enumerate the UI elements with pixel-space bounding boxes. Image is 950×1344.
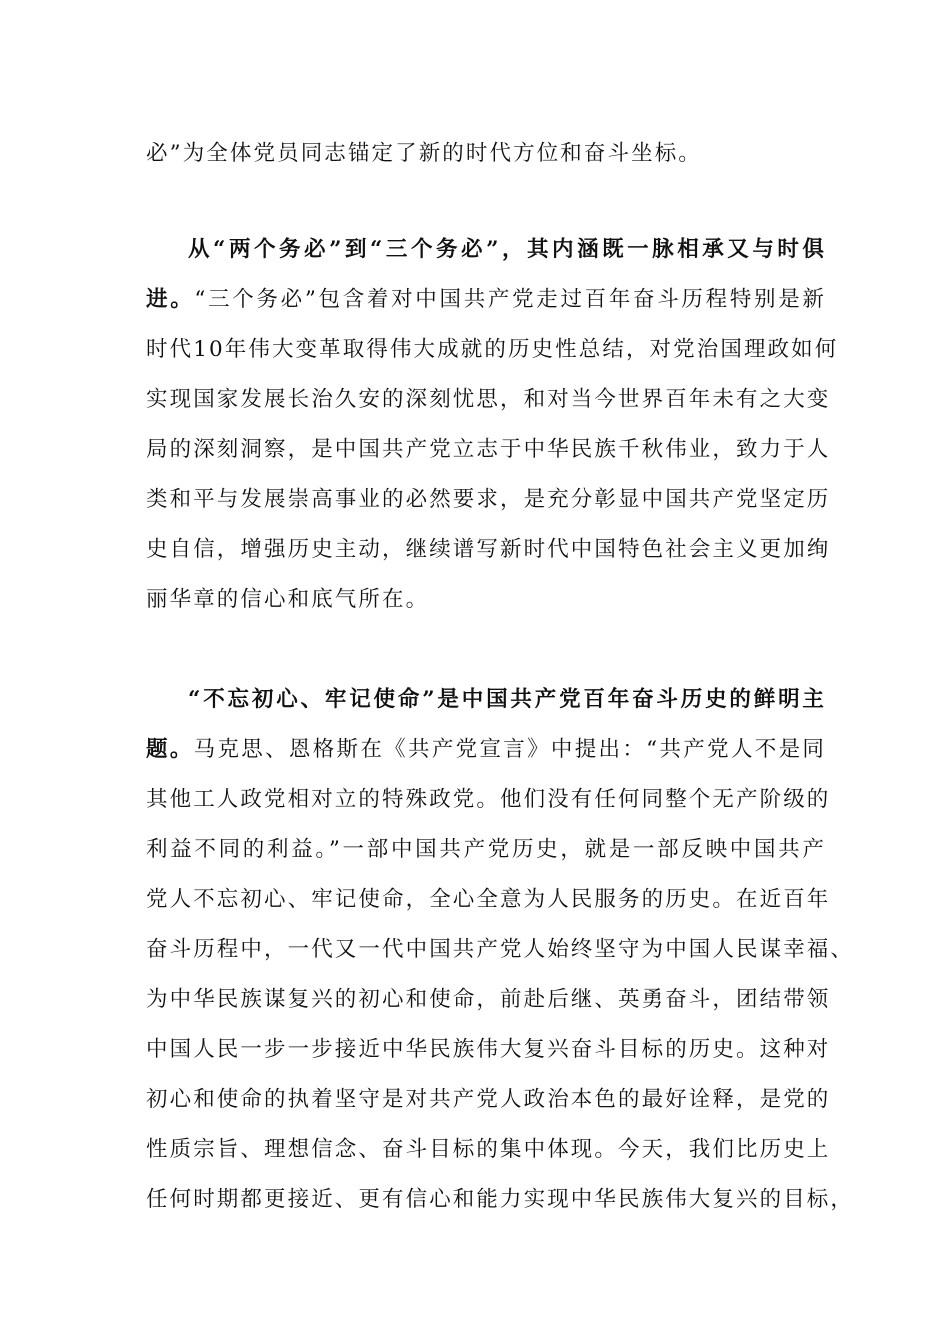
paragraph-3-line-8: 中国人民一步一步接近中华民族伟大复兴奋斗目标的历史。这种对 [146,1037,831,1062]
paragraph-3-line-3: 其他工人政党相对立的特殊政党。他们没有任何同整个无产阶级的 [146,787,831,812]
paragraph-2-line-5: 局的深刻洞察，是中国共产党立志于中华民族千秋伟业，致力于人 [146,437,831,462]
paragraph-2-line-1 [188,235,826,265]
paragraph-3-line-11: 任何时期都更接近、更有信心和能力实现中华民族伟大复兴的目标， [146,1187,855,1212]
paragraph-2-line-6: 类和平与发展崇高事业的必然要求，是充分彰显中国共产党坚定历 [146,487,831,512]
paragraph-2-line-8: 丽华章的信心和底气所在。 [146,587,430,612]
paragraph-2-line-3: 时代10年伟大变革取得伟大成就的历史性总结，对党治国理政如何 [146,337,839,362]
paragraph-2-line-4: 实现国家发展长治久安的深刻忧思，和对当今世界百年未有之大变 [146,387,831,412]
paragraph-3-line-7: 为中华民族谋复兴的初心和使命，前赴后继、英勇奋斗，团结带领 [146,987,831,1012]
paragraph-3-line-4: 利益不同的利益。”一部中国共产党历史，就是一部反映中国共产 [146,837,826,862]
paragraph-3-line-6: 奋斗历程中，一代又一代中国共产党人始终坚守为中国人民谋幸福、 [146,937,855,962]
paragraph-2-heading: 从“两个务必”到“三个务必”，其内涵既一脉相承又与时俱 [188,237,826,262]
paragraph-3-line-5: 党人不忘初心、牢记使命，全心全意为人民服务的历史。在近百年 [146,887,831,912]
paragraph-2-line-2: 进。“三个务必”包含着对中国共产党走过百年奋斗历程特别是新 [146,287,826,312]
paragraph-3-line-10: 性质宗旨、理想信念、奋斗目标的集中体现。今天，我们比历史上 [146,1137,831,1162]
paragraph-3-heading: “不忘初心、牢记使命”是中国共产党百年奋斗历史的鲜明主 [188,687,826,712]
paragraph-3-line-9: 初心和使命的执着坚守是对共产党人政治本色的最好诠释，是党的 [146,1087,831,1112]
paragraph-1-line-1: 必”为全体党员同志锚定了新的时代方位和奋斗坐标。 [146,141,702,166]
paragraph-3-line-1 [188,685,826,715]
paragraph-3-line-2: 题。马克思、恩格斯在《共产党宣言》中提出：“共产党人不是同 [146,737,826,762]
paragraph-2-line-7: 史自信，增强历史主动，继续谱写新时代中国特色社会主义更加绚 [146,537,831,562]
